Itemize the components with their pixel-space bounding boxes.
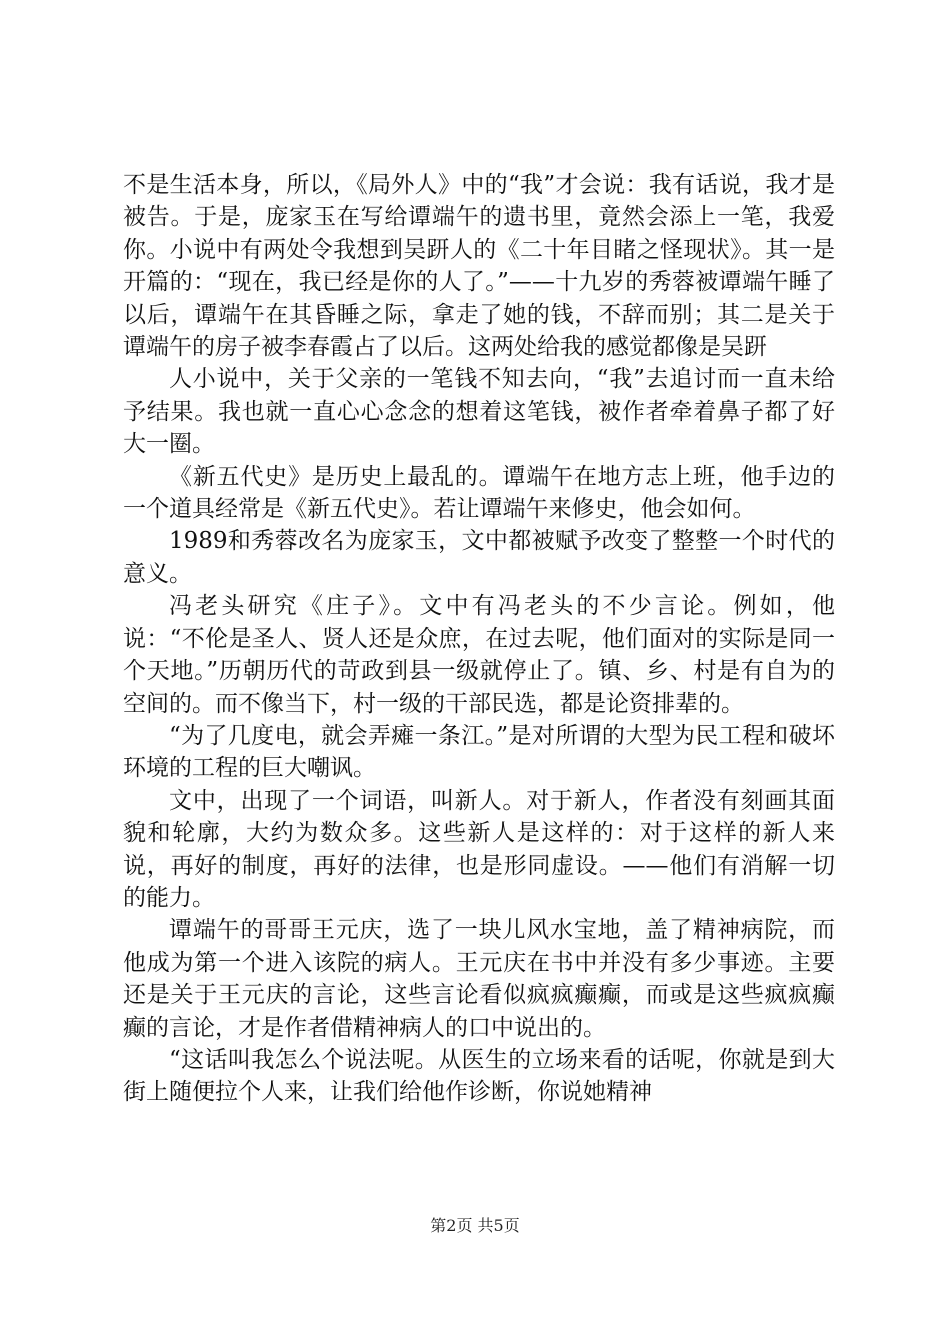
paragraph-2: 人小说中，关于父亲的一笔钱不知去向，“我”去追讨而一直未给予结果。我也就一直心心念念的想着这笔钱，被作者牵着鼻子都了好大一圈。: [123, 366, 835, 458]
paragraph-7: 文中，出现了一个词语，叫新人。对于新人，作者没有刻画其面貌和轮廓，大约为数众多。这些新人是这样的：对于这样的新人来说，再好的制度，再好的法律，也是形同虚设。——他们有消解一切的能力。: [123, 787, 835, 911]
paragraph-8: 谭端午的哥哥王元庆，选了一块儿风水宝地，盖了精神病院，而他成为第一个进入该院的病人。王元庆在书中并没有多少事迹。主要还是关于王元庆的言论，这些言论看似疯疯癫癫，而或是这些疯疯癫癫的言论，才是作者借精神病人的口中说出的。: [123, 917, 835, 1041]
body-text: [123, 169, 835, 1109]
paragraph-6: “为了几度电，就会弄瘫一条江。”是对所谓的大型为民工程和破坏环境的工程的巨大嘲讽。: [123, 722, 835, 782]
paragraph-9: “这话叫我怎么个说法呢。从医生的立场来看的话呢，你就是到大街上随便拉个人来，让我们给他作诊断，你说她精神: [123, 1046, 835, 1106]
paragraph-1: 不是生活本身，所以，《局外人》中的“我”才会说：我有话说，我才是被告。于是，庞家玉在写给谭端午的遗书里，竟然会添上一笔，我爱你。小说中有两处令我想到吴趼人的《二十年目睹之怪现状》。其一是开篇的：“现在，我已经是你的人了。”——十九岁的秀蓉被谭端午睡了以后，谭端午在其昏睡之际，拿走了她的钱，不辞而别；其二是关于谭端午的房子被李春霞占了以后。这两处给我的感觉都像是吴趼: [123, 172, 835, 361]
paragraph-5: 冯老头研究《庄子》。文中有冯老头的不少言论。例如，他说：“不伦是圣人、贤人还是众庶，在过去呢，他们面对的实际是同一个天地。”历朝历代的苛政到县一级就停止了。镇、乡、村是有自为的空间的。而不像当下，村一级的干部民选，都是论资排辈的。: [123, 593, 835, 717]
paragraph-4: 1989和秀蓉改名为庞家玉，文中都被赋予改变了整整一个时代的意义。: [123, 528, 835, 587]
page-number-footer: 第2页 共5页: [430, 1216, 520, 1235]
paragraph-3: 《新五代史》是历史上最乱的。谭端午在地方志上班，他手边的一个道具经常是《新五代史》。若让谭端午来修史，他会如何。: [123, 463, 835, 523]
